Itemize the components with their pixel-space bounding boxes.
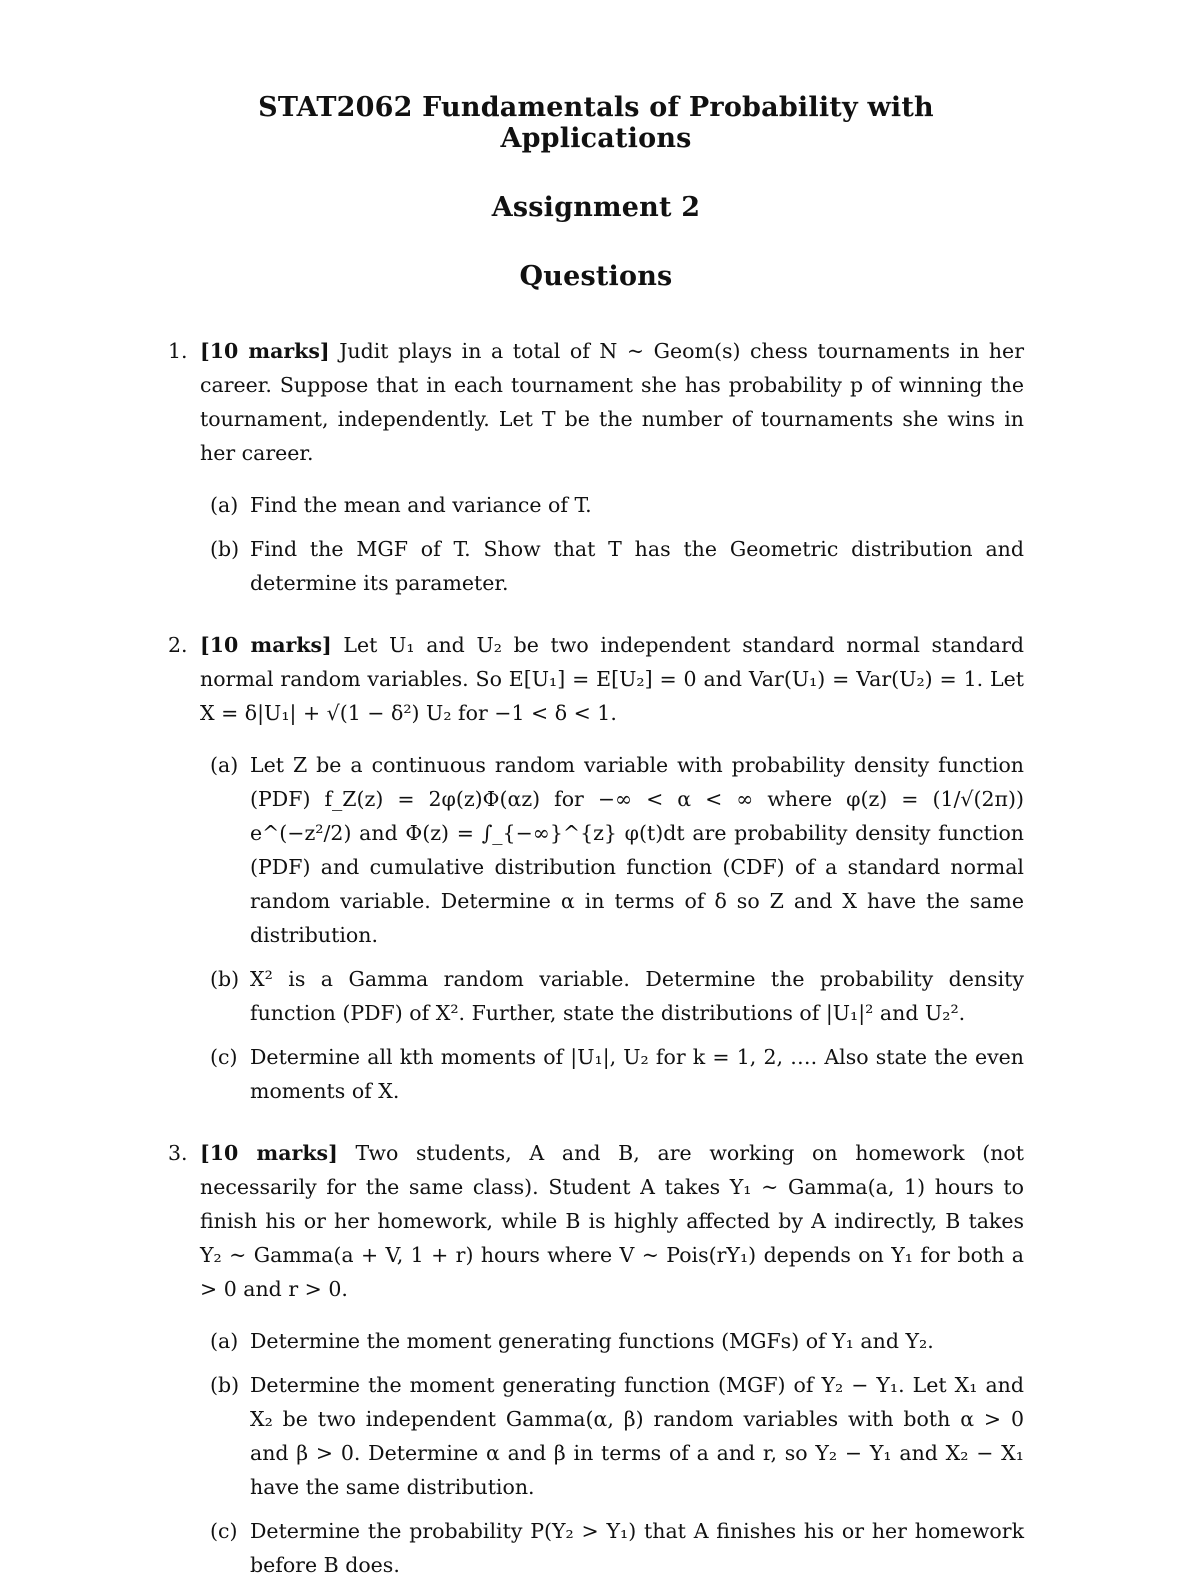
section-heading: Questions (519, 261, 673, 292)
question-marks: [10 marks] (200, 633, 332, 657)
question-marks: [10 marks] (200, 339, 330, 363)
question-1 (168, 334, 1024, 600)
part-text: Determine the moment generating function (MGF) of Y₂ − Y₁. Let X₁ and X₂ be two independent Gamma(α, β) random variables with both α > 0 and β > 0. Determine α and β in terms of a and r, so Y₂ − Y₁ and X₂ − X₁ have the same distribution. (250, 1373, 1024, 1499)
question-part (200, 748, 1024, 952)
question-3 (168, 1136, 1024, 1582)
question-number: 1. (168, 339, 188, 363)
part-label: (b) (210, 537, 240, 561)
question-text: Two students, A and B, are working on homework (not necessarily for the same class). Student A takes Y₁ ~ Gamma(a, 1) hours to finish his or her homework, while B is highly affected by A indirectly, B takes Y₂ ~ Gamma(a + V, 1 + r) hours where V ~ Pois(rY₁) depends on Y₁ for both a > 0 and r > 0. (200, 1141, 1024, 1301)
part-text: Determine the probability P(Y₂ > Y₁) that A finishes his or her homework before B does. (250, 1519, 1024, 1577)
question-2 (168, 628, 1024, 1108)
course-title: STAT2062 Fundamentals of Probability with Applications (258, 92, 934, 154)
question-part (200, 1040, 1024, 1108)
part-label: (c) (210, 1045, 238, 1069)
question-part (200, 1514, 1024, 1582)
part-label: (a) (210, 1329, 239, 1353)
question-parts (200, 1324, 1024, 1582)
question-parts (200, 748, 1024, 1108)
question-number: 2. (168, 633, 188, 657)
question-part (200, 1368, 1024, 1504)
question-parts (200, 488, 1024, 600)
question-marks: [10 marks] (200, 1141, 338, 1165)
part-label: (b) (210, 967, 240, 991)
part-label: (a) (210, 493, 239, 517)
part-text: X² is a Gamma random variable. Determine the probability density function (PDF) of X². Further, state the distributions of |U₁|² and U₂². (250, 967, 1024, 1025)
question-part (200, 532, 1024, 600)
part-text: Find the MGF of T. Show that T has the Geometric distribution and determine its parameter. (250, 537, 1024, 595)
question-part (200, 1324, 1024, 1358)
assignment-title: Assignment 2 (491, 192, 701, 223)
question-text: Let U₁ and U₂ be two independent standard normal standard normal random variables. So E[U₁] = E[U₂] = 0 and Var(U₁) = Var(U₂) = 1. Let X = δ|U₁| + √(1 − δ²) U₂ for −1 < δ < 1. (200, 633, 1024, 725)
question-part (200, 488, 1024, 522)
question-part (200, 962, 1024, 1030)
part-text: Determine the moment generating functions (MGFs) of Y₁ and Y₂. (250, 1329, 934, 1353)
part-label: (a) (210, 753, 239, 777)
part-text: Let Z be a continuous random variable with probability density function (PDF) f_Z(z) = 2φ(z)Φ(αz) for −∞ < α < ∞ where φ(z) = (1/√(2π)) e^(−z²/2) and Φ(z) = ∫_{−∞}^{z} φ(t)dt are probability density function (PDF) and cumulative distribution function (CDF) of a standard normal random variable. Determine α in terms of δ so Z and X have the same distribution. (250, 753, 1024, 947)
question-text: Judit plays in a total of N ~ Geom(s) chess tournaments in her career. Suppose that in each tournament she has probability p of winning the tournament, independently. Let T be the number of tournaments she wins in her career. (200, 339, 1024, 465)
question-list (168, 334, 1024, 1582)
part-text: Determine all kth moments of |U₁|, U₂ for k = 1, 2, …. Also state the even moments of X. (250, 1045, 1024, 1103)
part-label: (b) (210, 1373, 240, 1397)
part-text: Find the mean and variance of T. (250, 493, 592, 517)
question-number: 3. (168, 1141, 188, 1165)
part-label: (c) (210, 1519, 238, 1543)
